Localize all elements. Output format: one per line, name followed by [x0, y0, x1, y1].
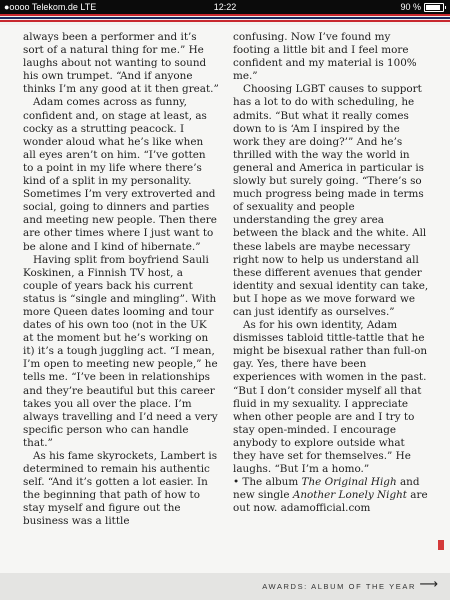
- article-column-right: [233, 31, 429, 515]
- battery-fill: [426, 5, 440, 10]
- paragraph-text: • The album: [233, 476, 302, 489]
- battery-cap: [445, 6, 446, 9]
- header-stripe: [0, 14, 450, 16]
- battery-icon: [424, 3, 444, 12]
- status-time: 12:22: [213, 2, 237, 12]
- article-paragraph: [23, 450, 219, 529]
- article-paragraph: [233, 476, 429, 515]
- magazine-page[interactable]: [0, 25, 450, 573]
- paragraph-text: always been a performer and it’s sort of a natural thing for me.” He laughs about not wanting to sound his own trumpet. “And if anyone thinks I’m any good at it then great.”: [23, 31, 219, 96]
- article-paragraph: [23, 96, 219, 253]
- header-stripe: [0, 17, 450, 19]
- footer-bar[interactable]: [0, 573, 450, 600]
- paragraph-text: confusing. Now I’ve found my footing a little bit and I feel more confident and my material is 100% me.”: [233, 31, 417, 83]
- network-type: LTE: [80, 2, 97, 12]
- header-stripe: [0, 20, 450, 22]
- carrier-name: Telekom.de: [31, 2, 78, 12]
- paragraph-text: Adam comes across as funny, confident and, on stage at least, as cocky as a strutting peacock. I wonder aloud what he’s like when all eyes aren’t on him. “I’ve gotten to a point in my life where there’s kind of a split in my personality. Sometimes I’m very extroverted and social, going to dinners and parties and meeting new people. Then there are other times where I just want to be alone and I kind of hibernate.”: [23, 96, 217, 253]
- paragraph-text: As his fame skyrockets, Lambert is determined to remain his authentic self. “And it’s gotten a lot easier. In the beginning that path of how to stay myself and figure out the business was a little: [23, 450, 218, 528]
- status-bar: [0, 0, 450, 14]
- battery-percent: 90 %: [400, 2, 421, 12]
- article-paragraph: [23, 254, 219, 450]
- paragraph-text: Having split from boyfriend Sauli Koskinen, a Finnish TV host, a couple of years back his current status is “single and mingling”. With more Queen dates looming and tour dates of his own too (not in the UK at the moment but he’s working on it) it’s a tough juggling act. “I mean, I’m open to meeting new people,” he tells me. “I’ve been in relationships and they’re beautiful but this career takes you all over the place. I’m always travelling and I’d need a very specific person who can handle that.”: [23, 253, 218, 449]
- paragraph-text: As for his own identity, Adam dismisses tabloid tittle-tattle that he might be bisexual rather than full-on gay. Yes, there have been experiences with women in the past. “But I don’t consider myself all that fluid in my sexuality. I appreciate when other people are and I try to stay open-minded. I encourage anybody to explore outside what they have set for themselves.” He laughs. “But I’m a homo.”: [233, 319, 428, 476]
- article-paragraph: [233, 83, 429, 319]
- next-article-label[interactable]: AWARDS: ALBUM OF THE YEAR: [262, 582, 416, 591]
- italic-title: The Original High: [301, 476, 397, 489]
- signal-strength-icon: ●oooo: [4, 2, 30, 12]
- paragraph-text: are out now. adamofficial.com: [233, 489, 428, 515]
- page-marker: [438, 540, 444, 550]
- paragraph-text: Choosing LGBT causes to support has a lot to do with scheduling, he admits. “But what it really comes down to is ‘Am I inspired by the work they are doing?’” And he’s thrilled with the way the world in general and America in particular is slowly but surely going. “There’s so much progress being made in terms of sexuality and people understanding the grey area between the black and the white. All these labels are maybe necessary right now to help us understand all these different avenues that gender identity and sexual identity can take, but I hope as we move forward we can just identify as ourselves.”: [233, 83, 429, 318]
- paragraph-text: and new single: [233, 476, 420, 502]
- header-stripes: [0, 14, 450, 25]
- article-column-left: [23, 31, 219, 529]
- italic-title: Another Lonely Night: [292, 489, 407, 502]
- article-paragraph: [233, 319, 429, 476]
- article-paragraph: [233, 31, 429, 83]
- arrow-right-icon[interactable]: ⟶: [419, 577, 438, 592]
- status-right: [400, 2, 446, 12]
- article-paragraph: [23, 31, 219, 96]
